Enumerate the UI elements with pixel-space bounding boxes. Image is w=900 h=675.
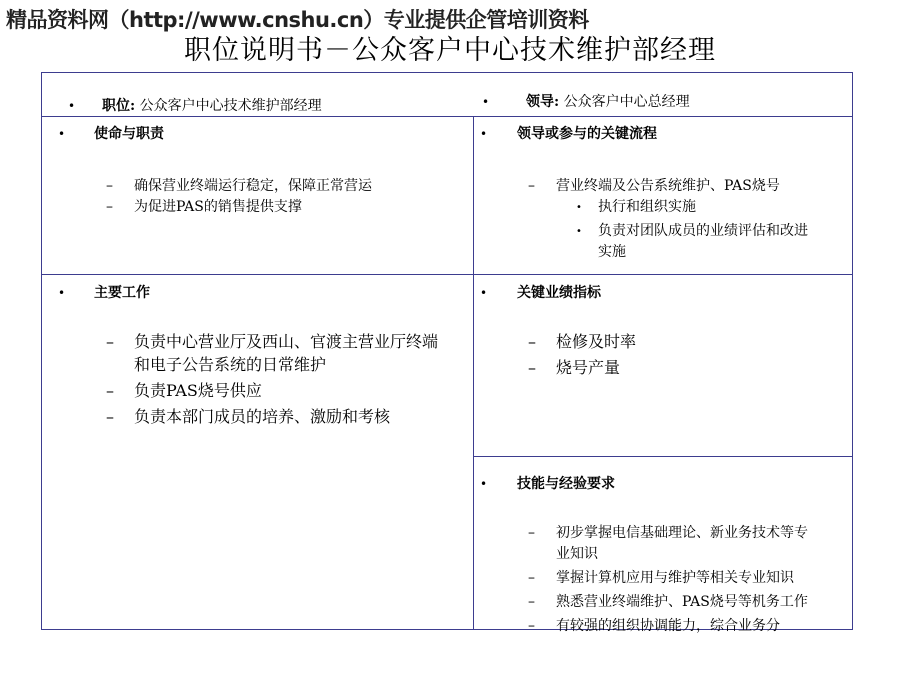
section-title: 关键业绩指标 [517, 285, 601, 301]
list-item: – 负责本部门成员的培养、激励和考核 [106, 407, 391, 426]
watermark-banner: 精品资料网（http://www.cnshu.cn）专业提供企管培训资料 [6, 8, 589, 32]
section-processes [480, 124, 840, 263]
column-divider [473, 116, 474, 630]
section-kpi [480, 283, 840, 379]
list-item: – 初步掌握电信基础理论、新业务技术等专业知识 [528, 525, 808, 562]
right-row-divider [473, 456, 853, 457]
section-main-work [58, 283, 468, 428]
row-divider [41, 274, 853, 275]
section-title: 主要工作 [94, 285, 150, 301]
position-field [68, 96, 322, 117]
bullet-icon: • [480, 477, 488, 491]
leader-value: 公众客户中心总经理 [563, 94, 690, 110]
section-title: 技能与经验要求 [517, 476, 615, 492]
section-title: 领导或参与的关键流程 [517, 126, 657, 142]
bullet-icon: • [58, 127, 66, 141]
page-title: 职位说明书－公众客户中心技术维护部经理 [184, 35, 716, 66]
bullet-icon: • [68, 99, 76, 113]
list-item: – 营业终端及公告系统维护、PAS烧号 [528, 178, 780, 194]
list-item: – 检修及时率 [528, 332, 637, 351]
section-title: 使命与职责 [94, 126, 164, 142]
list-item: – 烧号产量 [528, 358, 621, 377]
leader-field [482, 92, 690, 113]
list-item: – 负责中心营业厅及西山、官渡主营业厅终端和电子公告系统的日常维护 [106, 332, 439, 374]
section-mission [58, 124, 458, 218]
list-item: – 为促进PAS的销售提供支撑 [106, 199, 302, 215]
list-item: – 确保营业终端运行稳定，保障正常营运 [106, 178, 372, 194]
sub-list-item: • 执行和组织实施 [576, 199, 696, 215]
position-label: 职位: [102, 98, 136, 114]
bullet-icon: • [480, 127, 488, 141]
bullet-icon: • [58, 286, 66, 300]
bullet-icon: • [480, 286, 488, 300]
position-value: 公众客户中心技术维护部经理 [139, 98, 322, 114]
bullet-icon: • [482, 95, 490, 109]
sub-list-item: • 负责对团队成员的业绩评估和改进实施 [576, 223, 808, 260]
list-item: – 掌握计算机应用与维护等相关专业知识 [528, 570, 794, 586]
leader-label: 领导: [526, 94, 560, 110]
list-item: – 有较强的组织协调能力，综合业务分 [528, 618, 780, 634]
list-item: – 熟悉营业终端维护、PAS烧号等机务工作 [528, 594, 808, 610]
list-item: – 负责PAS烧号供应 [106, 381, 262, 400]
section-skills [480, 474, 840, 637]
